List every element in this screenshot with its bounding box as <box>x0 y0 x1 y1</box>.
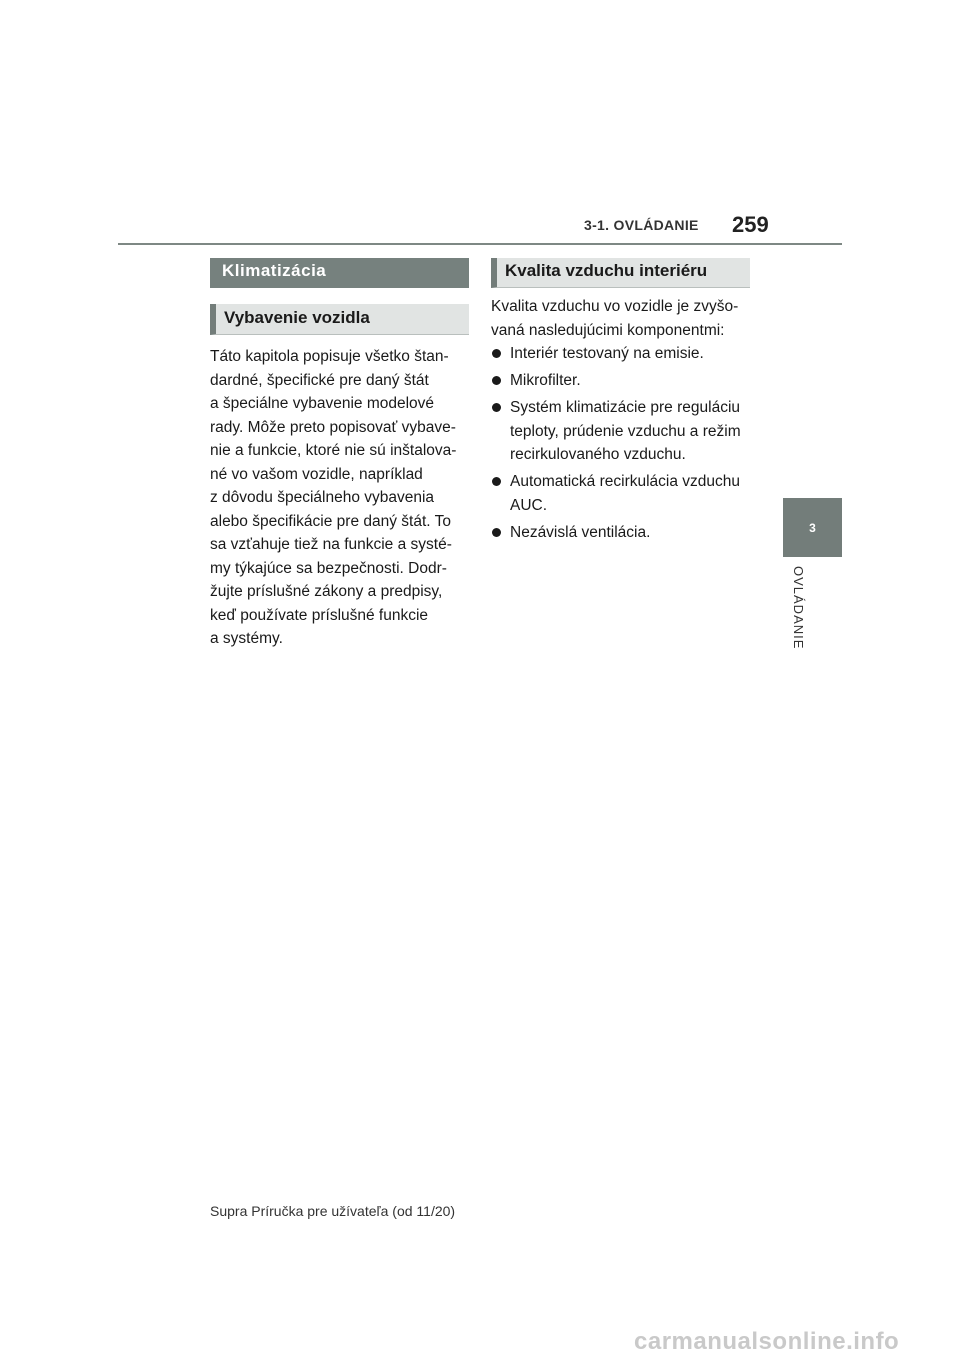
list-item-text: Systém klimatizácie pre reguláciu teploty, prúdenie vzduchu a režim recirkulovaného vzduchu. <box>510 399 741 463</box>
air-quality-intro: Kvalita vzduchu vo vozidle je zvyšo- vaná nasledujúcimi komponentmi: <box>491 298 739 339</box>
list-item <box>491 521 753 545</box>
bullet-icon <box>492 376 501 385</box>
header-divider <box>118 243 842 245</box>
equipment-paragraph: Táto kapitola popisuje všetko štan- dardné, špecifické pre daný štát a špeciálne vybavenie modelové rady. Môže preto popisovať vybave- nie a funkcie, ktoré nie sú inštalova- né vo vašom vozidle, napríklad z dôvodu špeciálneho vybavenia alebo špecifikácie pre daný štát. To sa vzťahuje tiež na funkcie a systé- my týkajúce sa bezpečnosti. Dodr- žujte príslušné zákony a predpisy, keď používate príslušné funkcie a systémy. <box>210 348 457 647</box>
bullet-icon <box>492 403 501 412</box>
bullet-icon <box>492 349 501 358</box>
footer-text: Supra Príručka pre užívateľa (od 11/20) <box>210 1203 456 1219</box>
list-item-text: Automatická recirkulácia vzduchu AUC. <box>510 473 741 514</box>
list-item-text: Mikrofilter. <box>510 372 581 389</box>
list-item-text: Nezávislá ventilácia. <box>510 523 651 541</box>
air-quality-subheading: Kvalita vzduchu interiéru <box>491 258 750 288</box>
list-item <box>491 470 753 517</box>
chapter-label: OVLÁDANIE <box>791 566 806 650</box>
list-item <box>491 369 753 393</box>
air-quality-list <box>491 342 753 548</box>
page-number: 259 <box>732 212 769 237</box>
list-item-text: Interiér testovaný na emisie. <box>510 345 704 362</box>
section-title: 3-1. OVLÁDANIE <box>584 217 699 233</box>
watermark: carmanualsonline.info <box>634 1328 900 1355</box>
equipment-subheading: Vybavenie vozidla <box>210 304 469 335</box>
chapter-number: 3 <box>809 520 816 535</box>
bullet-icon <box>492 528 501 537</box>
list-item <box>491 342 753 366</box>
bullet-icon <box>492 477 501 486</box>
chapter-tab <box>783 498 842 557</box>
main-heading: Klimatizácia <box>210 258 469 288</box>
list-item <box>491 396 753 467</box>
